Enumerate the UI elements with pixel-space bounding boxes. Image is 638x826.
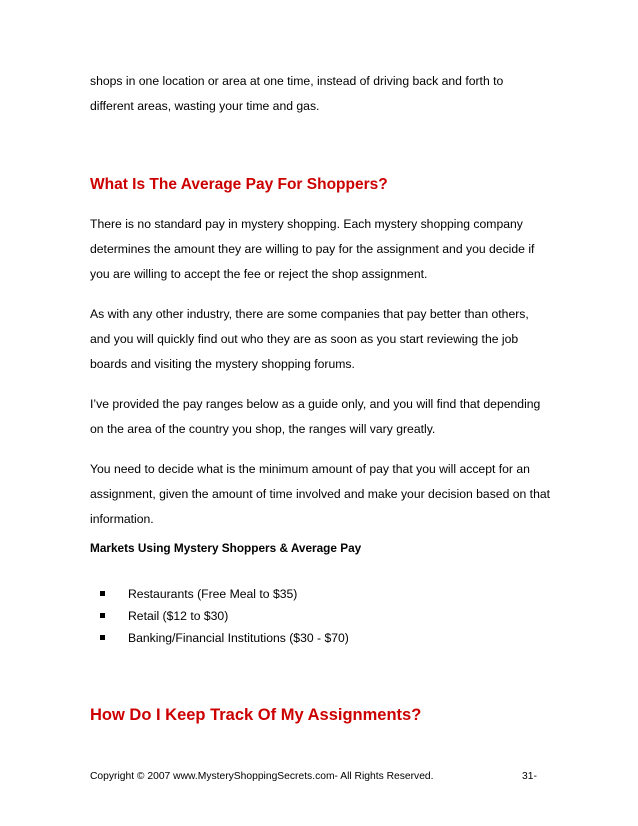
paragraph-4-line-3: information.	[90, 512, 154, 526]
list-item-text: Restaurants (Free Meal to $35)	[128, 587, 298, 601]
paragraph-3-line-2: on the area of the country you shop, the ranges will vary greatly.	[90, 422, 436, 436]
square-bullet-icon	[100, 613, 105, 618]
paragraph-4-line-1: You need to decide what is the minimum amount of pay that you will accept for an	[90, 462, 530, 476]
list-item-text: Retail ($12 to $30)	[128, 609, 229, 623]
paragraph-1-line-2: determines the amount they are willing to pay for the assignment and you decide if	[90, 242, 535, 256]
square-bullet-icon	[100, 635, 105, 640]
intro-line-2: different areas, wasting your time and gas.	[90, 99, 320, 113]
markets-subheading: Markets Using Mystery Shoppers & Average Pay	[90, 541, 362, 555]
paragraph-4-line-2: assignment, given the amount of time involved and make your decision based on that	[90, 487, 551, 501]
paragraph-2-line-2: and you will quickly find out who they are as soon as you start reviewing the job	[90, 332, 519, 346]
section-heading-average-pay: What Is The Average Pay For Shoppers?	[90, 176, 388, 193]
section-heading-track-assignments: How Do I Keep Track Of My Assignments?	[90, 706, 422, 724]
paragraph-2-line-1: As with any other industry, there are some companies that pay better than others,	[90, 307, 529, 321]
paragraph-2-line-3: boards and visiting the mystery shopping forums.	[90, 357, 355, 371]
footer-copyright: Copyright © 2007 www.MysteryShoppingSecrets.com- All Rights Reserved.	[90, 771, 434, 782]
paragraph-1-line-1: There is no standard pay in mystery shopping. Each mystery shopping company	[90, 217, 523, 231]
paragraph-1-line-3: you are willing to accept the fee or reject the shop assignment.	[90, 267, 428, 281]
square-bullet-icon	[100, 591, 105, 596]
intro-line-1: shops in one location or area at one time, instead of driving back and forth to	[90, 74, 504, 88]
paragraph-3-line-1: I’ve provided the pay ranges below as a guide only, and you will find that depending	[90, 397, 541, 411]
list-item-text: Banking/Financial Institutions ($30 - $70)	[128, 631, 349, 645]
footer-page-number: 31-	[522, 771, 537, 782]
